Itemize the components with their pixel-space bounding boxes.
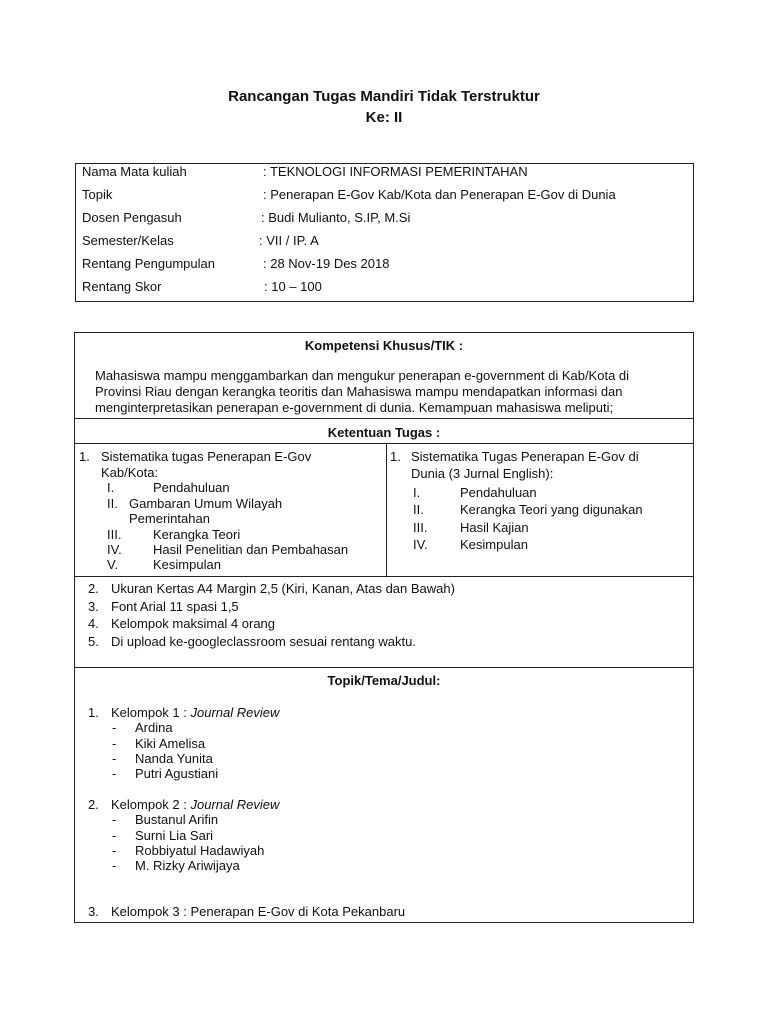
info-value: : VII / IP. A [259, 233, 319, 248]
roman-number: V. [107, 557, 119, 572]
member-name: Surni Lia Sari [135, 828, 214, 843]
member-name: M. Rizky Ariwijaya [135, 858, 240, 873]
divider [75, 667, 693, 668]
roman-number: III. [413, 520, 428, 535]
list-number: 3. [88, 904, 99, 919]
roman-number: I. [107, 480, 115, 495]
roman-number: IV. [413, 537, 428, 552]
member-name: Putri Agustiani [135, 766, 219, 781]
roman-number: III. [107, 527, 122, 542]
list-title: Sistematika tugas Penerapan E-Gov [101, 449, 312, 464]
group-label: Kelompok 1 : [111, 705, 191, 720]
list-number: 5. [88, 634, 99, 649]
roman-number: II. [107, 496, 118, 511]
rule-item: Kelompok maksimal 4 orang [111, 616, 276, 631]
bullet-dash: - [112, 736, 117, 751]
member-name: Ardina [135, 720, 173, 735]
list-item: Kesimpulan [153, 557, 221, 572]
list-item: Hasil Kajian [460, 520, 529, 535]
roman-number: I. [413, 485, 421, 500]
document-subtitle: Ke: II [365, 109, 403, 126]
bullet-dash: - [112, 720, 117, 735]
bullet-dash: - [112, 751, 117, 766]
bullet-dash: - [112, 812, 117, 827]
member-name: Bustanul Arifin [135, 812, 219, 827]
list-number: 1. [88, 705, 99, 720]
info-label: Rentang Skor [82, 279, 162, 294]
info-value: : 28 Nov-19 Des 2018 [263, 256, 390, 271]
ketentuan-heading: Ketentuan Tugas : [327, 425, 441, 440]
list-title: Kab/Kota: [101, 465, 159, 480]
member-name: Robbiyatul Hadawiyah [135, 843, 265, 858]
kompetensi-heading: Kompetensi Khusus/TIK : [304, 338, 464, 353]
roman-number: IV. [107, 542, 122, 557]
list-number: 3. [88, 599, 99, 614]
assignment-box [74, 332, 694, 923]
list-item: Hasil Penelitian dan Pembahasan [153, 542, 349, 557]
rule-item: Font Arial 11 spasi 1,5 [111, 599, 239, 614]
bullet-dash: - [112, 843, 117, 858]
list-item: Kerangka Teori [153, 527, 241, 542]
list-number: 2. [88, 797, 99, 812]
list-number: 2. [88, 581, 99, 596]
list-title: Dunia (3 Jurnal English): [411, 466, 554, 481]
kompetensi-line: menginterpretasikan penerapan e-government di dunia. Kemampuan mahasiswa meliputi; [95, 400, 614, 415]
bullet-dash: - [112, 858, 117, 873]
info-value: : 10 – 100 [264, 279, 322, 294]
list-item: Pendahuluan [153, 480, 230, 495]
list-item: Pemerintahan [129, 511, 210, 526]
divider [75, 443, 693, 444]
course-info-box [75, 163, 694, 302]
list-number: 4. [88, 616, 99, 631]
list-item: Kerangka Teori yang digunakan [460, 502, 643, 517]
roman-number: II. [413, 502, 424, 517]
group-label: Kelompok 2 : [111, 797, 191, 812]
info-value: : Penerapan E-Gov Kab/Kota dan Penerapan E-Gov di Dunia [263, 187, 616, 202]
info-label: Rentang Pengumpulan [82, 256, 215, 271]
list-item: Kesimpulan [460, 537, 528, 552]
group-title: Journal Review [190, 797, 280, 812]
info-label: Semester/Kelas [82, 233, 174, 248]
list-item: Pendahuluan [460, 485, 537, 500]
group-heading: Kelompok 3 : Penerapan E-Gov di Kota Pekanbaru [111, 904, 406, 919]
member-name: Kiki Amelisa [135, 736, 206, 751]
list-title: Sistematika Tugas Penerapan E-Gov di [411, 449, 639, 464]
info-label: Dosen Pengasuh [82, 210, 182, 225]
group-title: Journal Review [190, 705, 280, 720]
info-label: Topik [82, 187, 113, 202]
divider [75, 418, 693, 419]
info-label: Nama Mata kuliah [82, 164, 187, 179]
kompetensi-text [95, 368, 685, 416]
kompetensi-line: Provinsi Riau dengan kerangka teoritis dan Mahasiswa mampu mendapatkan informasi dan [95, 384, 623, 399]
document-title: Rancangan Tugas Mandiri Tidak Terstruktur [228, 88, 540, 105]
list-number: 1. [390, 449, 401, 464]
bullet-dash: - [112, 828, 117, 843]
kompetensi-line: Mahasiswa mampu menggambarkan dan mengukur penerapan e-government di Kab/Kota di [95, 368, 630, 383]
list-number: 1. [79, 449, 90, 464]
topik-heading: Topik/Tema/Judul: [327, 673, 441, 688]
info-value: : TEKNOLOGI INFORMASI PEMERINTAHAN [263, 164, 528, 179]
divider [75, 576, 693, 577]
rule-item: Di upload ke-googleclassroom sesuai rentang waktu. [111, 634, 416, 649]
bullet-dash: - [112, 766, 117, 781]
list-item: Gambaran Umum Wilayah [129, 496, 283, 511]
rule-item: Ukuran Kertas A4 Margin 2,5 (Kiri, Kanan, Atas dan Bawah) [111, 581, 455, 596]
column-divider [386, 443, 387, 576]
info-value: : Budi Mulianto, S.IP, M.Si [261, 210, 411, 225]
member-name: Nanda Yunita [135, 751, 213, 766]
